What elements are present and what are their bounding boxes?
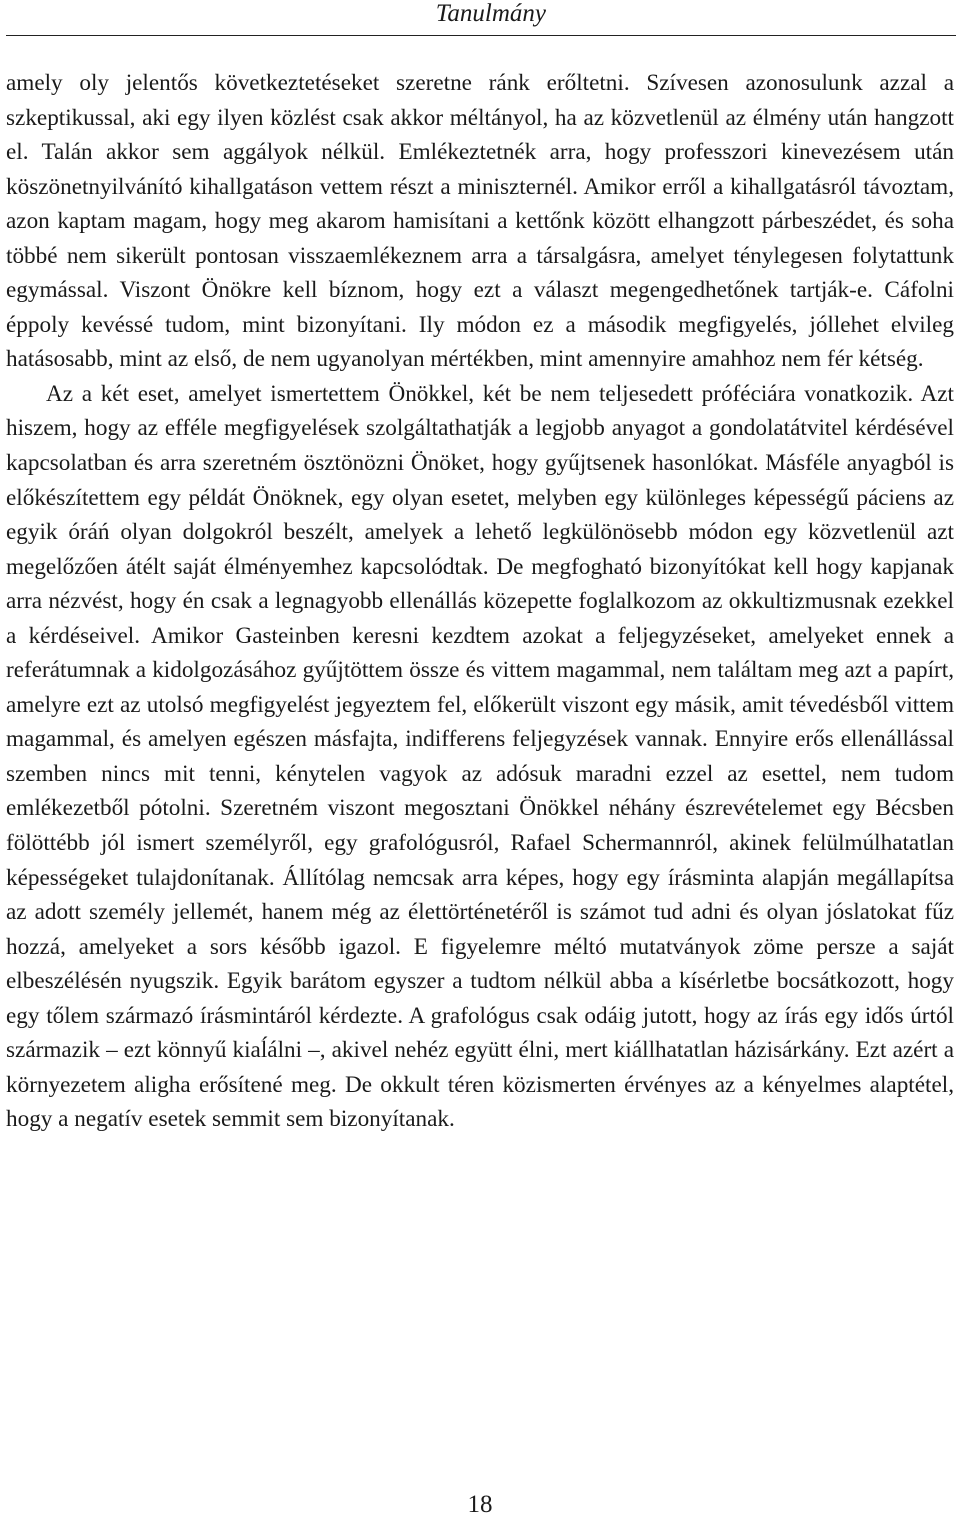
paragraph: Az a két eset, amelyet ismertettem Önökkel, két be nem teljesedett próféciára vonatkozik. Azt hiszem, hogy az efféle megfigyelések szolgáltathatják a legjobb anyagot a gondolatátvitel kérdésével kapcsolatban és arra szeretném ösztönözni Önöket, hogy gyűjtsenek hasonlókat. Másféle anyagból is előkészítettem egy példát Önöknek, egy olyan esetet, melyben egy különleges képességű páciens az egyik óráń olyan dolgokról beszélt, amelyek a lehető legkülönösebb módon egy közvetlenül azt megelőzően átélt saját élményemhez kapcsolódtak. De megfogható bizonyítókat kell hogy kapjanak arra nézvést, hogy én csak a legnagyobb ellenállás közepette foglalkozom az okkultizmusnak ezekkel a kérdéseivel. Amikor Gasteinben keresni kezdtem azokat a feljegyzéseket, amelyeket ennek a referátumnak a kidolgozásához gyűjtöttem össze és vittem magammal, nem találtam meg azt a papírt, amelyre ezt az utolsó megfigyelést jegyeztem fel, előkerült viszont egy másik, amit tévedésből vittem magammal, és amelyen egészen másfajta, indifferens feljegyzések vannak. Ennyire erős ellenállással szemben nincs mit tenni, kénytelen vagyok az adósuk maradni ezzel az esettel, nem tudom emlékezetből pótolni. Szeretném viszont megosztani Önökkel néhány észrevételemet egy Bécsben fölöttébb jól ismert személyről, egy grafológusról, Rafael Schermannról, akinek felülmúlhatatlan képességeket tulajdonítanak. Állítólag nemcsak arra képes, hogy egy írásminta alapján megállapítsa az adott személy jellemét, hanem még az élettörténetéről is számot tud adni és olyan jóslatokat fűz hozzá, amelyeket a sors később igazol. E figyelemre méltó mutatványok zöme persze a saját elbeszélésén nyugszik. Egyik barátom egyszer a tudtom nélkül abba a kísérletbe bocsátkozott, hogy egy tőlem származó írásmintáról kérdezte. A grafológus csak odáig jutott, hogy az írás egy idős úrtól származik – ezt könnyű kiaĺálni –, akivel nehéz együtt élni, mert kiállhatatlan házisárkány. Ezt azért a környezetem aligha erősítené meg. De okkult téren közismerten érvényes az a kényelmes alaptétel, hogy a negatív esetek semmit sem bizonyítanak.: [6, 380, 954, 1133]
paragraph: amely oly jelentős következtetéseket szeretne ránk erőltetni. Szívesen azonosulunk azzal a szkeptikussal, aki egy ilyen közlést csak akkor méltányol, ha az közvetlenül az élmény után hangzott el. Talán akkor sem aggályok nélkül. Emlékeztetnék arra, hogy professzori kinevezésem után köszönetnyilvánító kihallgatáson vettem részt a miniszternél. Amikor erről a kihallgatásról távoztam, azon kaptam magam, hogy meg akarom hamisítani a kettőnk között elhangzott párbeszédet, és soha többé nem sikerült pontosan visszaemlékeznem arra a társalgásra, amelyet ténylegesen folytattunk egymással. Viszont Önökre kell bíznom, hogy ezt a választ megengedhetőnek tartják-e. Cáfolni éppoly kevéssé tudom, mint bizonyítani. Ily módon ez a második megfigyelés, jóllehet elvileg hatásosabb, mint az első, de nem ugyanolyan mértékben, mint amennyire amahhoz nem fér kétség.: [6, 70, 954, 373]
running-head: Tanulmány: [435, 0, 546, 27]
body-text: [6, 66, 954, 1137]
header-rule: [6, 35, 956, 36]
page-number: 18: [467, 1491, 493, 1518]
